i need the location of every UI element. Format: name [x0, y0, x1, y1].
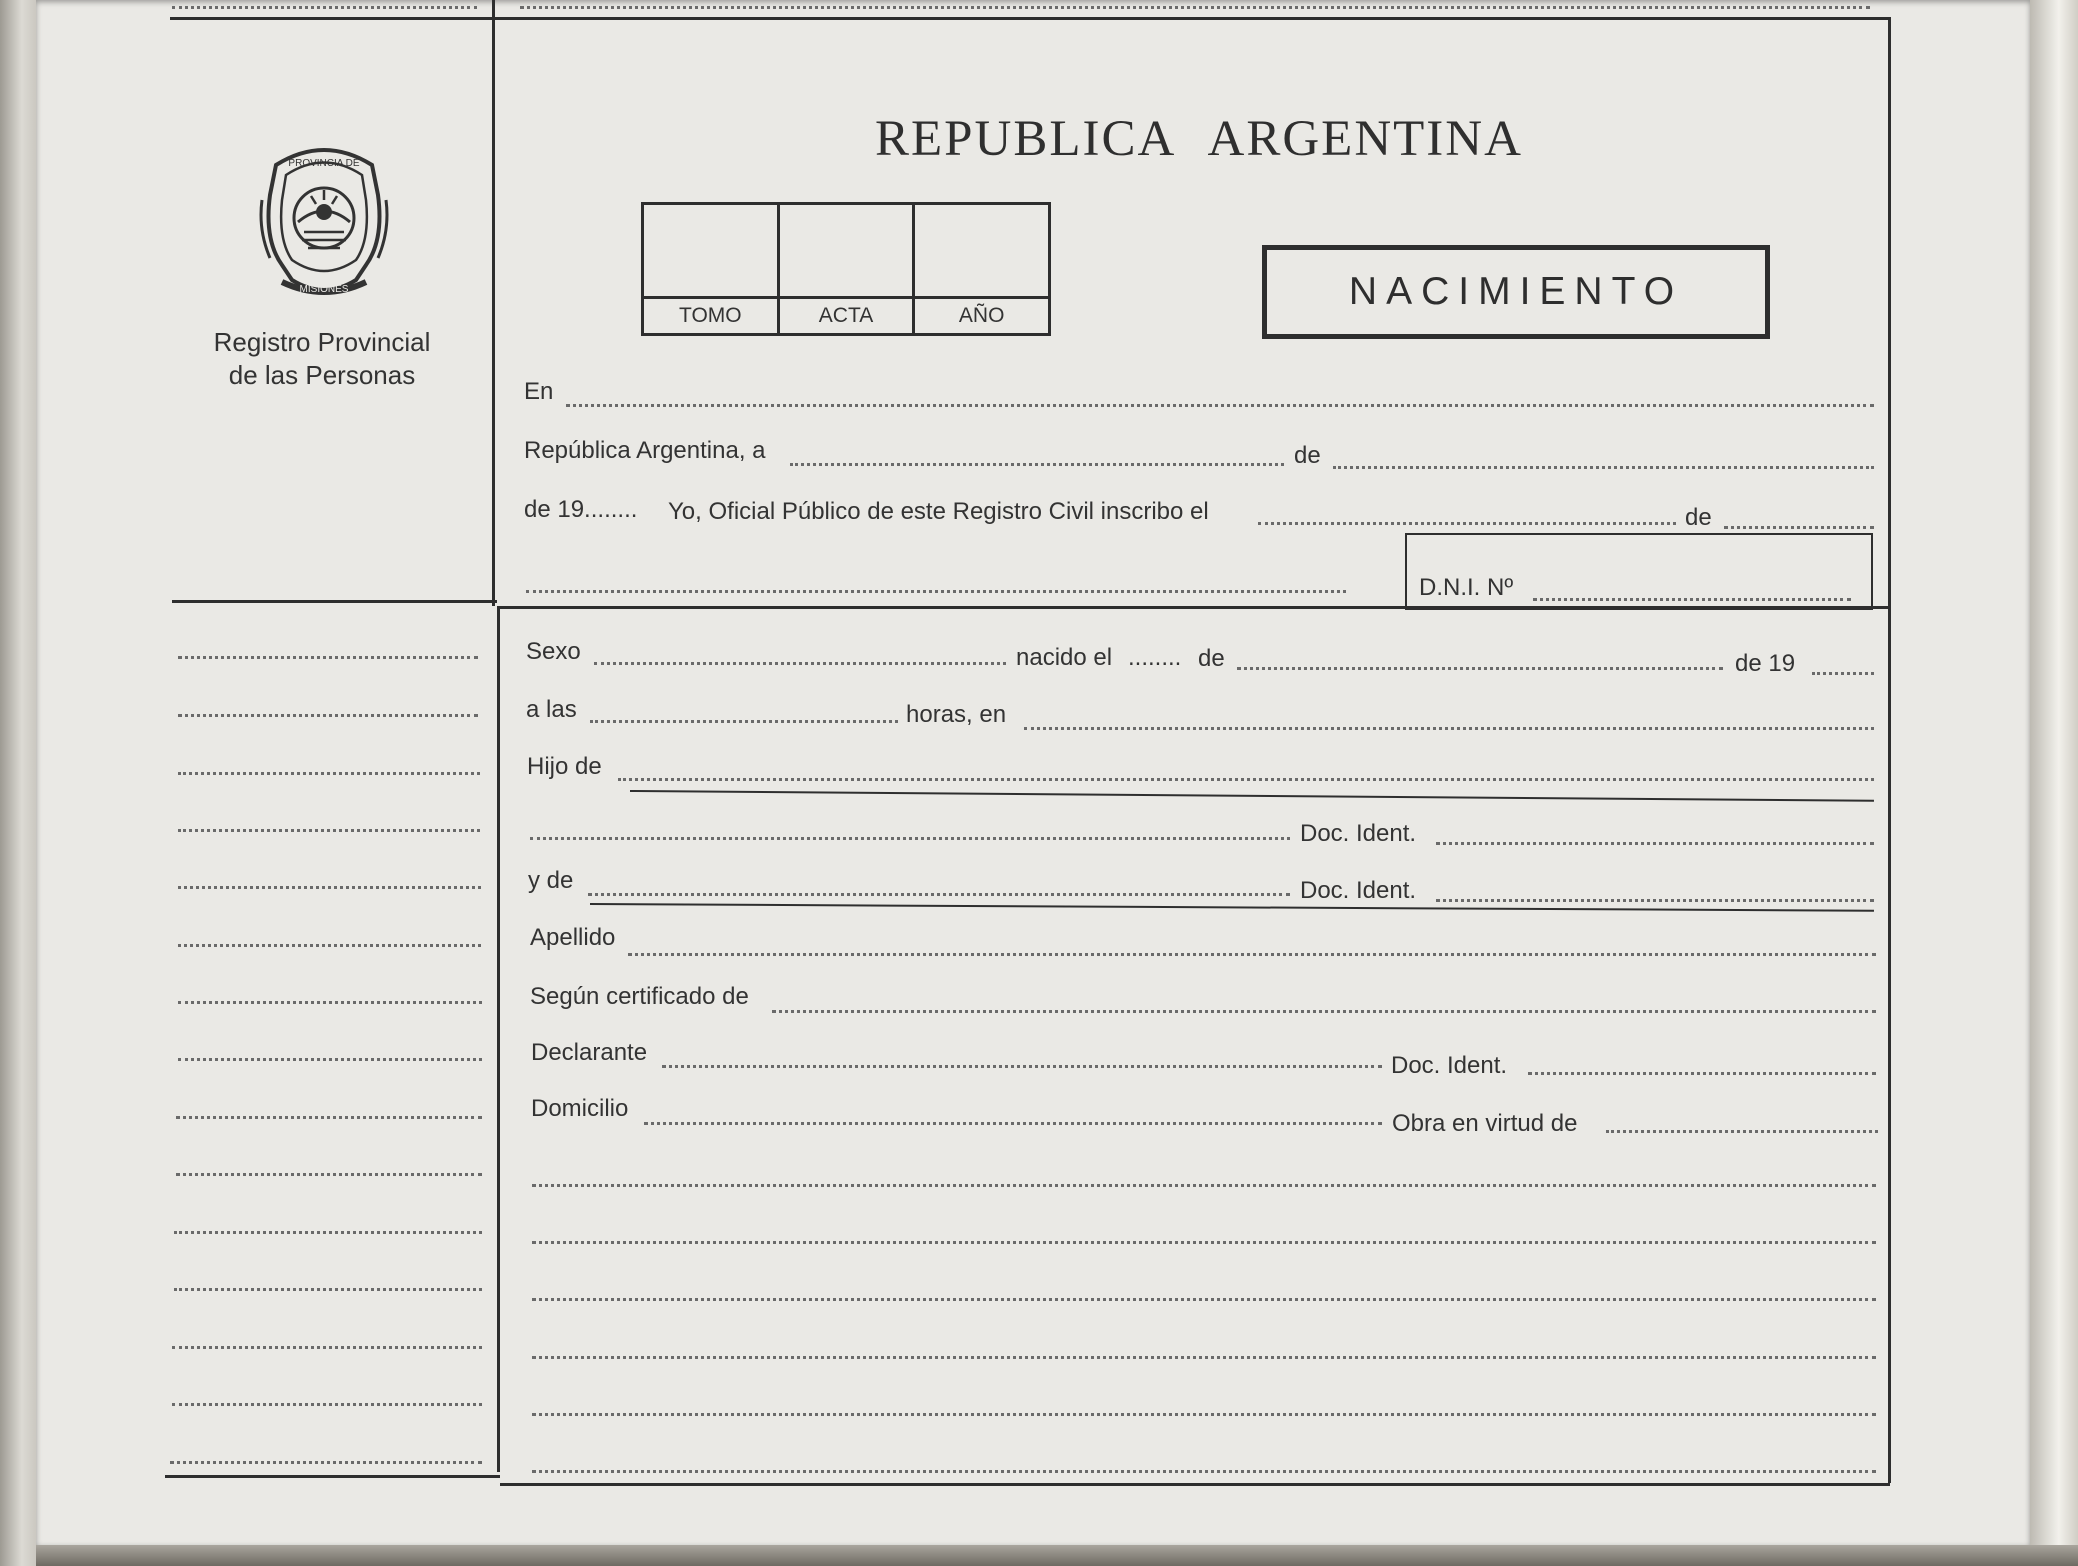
inscribo-field[interactable]	[1258, 522, 1676, 525]
oficial-name-field[interactable]	[526, 590, 1346, 593]
mother-field[interactable]	[588, 893, 1290, 896]
en-label: En	[524, 378, 554, 405]
republica-label: República Argentina, a	[524, 437, 766, 464]
tomo-acta-ano-boxes	[641, 202, 1051, 336]
de-label-2: de	[1685, 504, 1712, 531]
top-dotted-line-left	[172, 6, 477, 9]
left-line-4[interactable]	[178, 829, 480, 832]
acta-cell[interactable]	[780, 205, 916, 333]
en-field[interactable]	[566, 404, 1874, 407]
domicilio-field[interactable]	[644, 1122, 1382, 1125]
registro-label	[172, 326, 472, 392]
apellido-field[interactable]	[628, 953, 1876, 956]
note-line-3[interactable]	[532, 1298, 1876, 1301]
left-line-6[interactable]	[178, 944, 481, 947]
doc-ident-field-2[interactable]	[1436, 899, 1874, 902]
sexo-field[interactable]	[594, 662, 1006, 665]
hour-field[interactable]	[590, 720, 898, 723]
hijo-de-label: Hijo de	[527, 753, 602, 780]
domicilio-label: Domicilio	[531, 1095, 629, 1122]
segun-field[interactable]	[772, 1010, 1876, 1013]
note-line-4[interactable]	[532, 1356, 1876, 1359]
day-field[interactable]	[790, 463, 1284, 466]
ano-label: AÑO	[915, 296, 1048, 333]
left-line-3[interactable]	[178, 772, 480, 775]
obra-label: Obra en virtud de	[1392, 1110, 1578, 1137]
left-line-2[interactable]	[178, 714, 478, 717]
sexo-label: Sexo	[526, 638, 581, 665]
page-edge-right	[2030, 0, 2078, 1566]
doc-ident-field-3[interactable]	[1528, 1072, 1876, 1075]
tomo-cell[interactable]	[644, 205, 780, 333]
left-line-9[interactable]	[176, 1116, 482, 1119]
acta-label: ACTA	[780, 296, 913, 333]
top-border	[170, 17, 1890, 20]
bottom-border-right	[500, 1483, 1890, 1486]
year-label: de 19........	[524, 496, 638, 523]
tomo-label: TOMO	[644, 296, 777, 333]
obra-field[interactable]	[1606, 1130, 1878, 1133]
acta-box[interactable]	[780, 205, 913, 296]
apellido-label: Apellido	[530, 924, 616, 951]
registro-line-1: Registro Provincial	[213, 327, 431, 357]
left-line-1[interactable]	[178, 656, 478, 659]
note-line-2[interactable]	[532, 1241, 1876, 1244]
left-line-8[interactable]	[178, 1058, 482, 1061]
tomo-box[interactable]	[644, 205, 777, 296]
ano-box[interactable]	[915, 205, 1048, 296]
month-field[interactable]	[1333, 466, 1874, 469]
ano-cell[interactable]	[915, 205, 1048, 333]
nacido-day-field[interactable]: ........	[1128, 644, 1182, 671]
nacido-el-label: nacido el	[1016, 644, 1113, 671]
nacido-de-label: de	[1198, 645, 1225, 672]
left-line-14[interactable]	[172, 1403, 482, 1406]
note-line-6[interactable]	[532, 1470, 1876, 1473]
doc-ident-label-1: Doc. Ident.	[1300, 820, 1417, 847]
column-divider-lower	[497, 606, 500, 1472]
top-dotted-line-right	[520, 6, 1870, 9]
y-de-label: y de	[528, 867, 574, 894]
bottom-border-left	[165, 1475, 500, 1478]
right-border	[1888, 17, 1891, 1483]
doc-ident-field-1[interactable]	[1436, 842, 1874, 845]
record-type-box: NACIMIENTO	[1262, 245, 1770, 339]
left-line-10[interactable]	[176, 1173, 482, 1176]
declarante-field[interactable]	[662, 1065, 1382, 1068]
birth-year-field[interactable]	[1812, 672, 1874, 675]
dni-field[interactable]	[1533, 598, 1851, 601]
doc-ident-label-3: Doc. Ident.	[1391, 1052, 1508, 1079]
note-line-1[interactable]	[532, 1184, 1876, 1187]
note-line-5[interactable]	[532, 1413, 1876, 1416]
segun-label: Según certificado de	[530, 983, 749, 1010]
left-line-5[interactable]	[178, 886, 481, 889]
left-line-7[interactable]	[178, 1001, 482, 1004]
dni-label: D.N.I. Nº	[1419, 574, 1514, 601]
de-label-1: de	[1294, 442, 1321, 469]
a-las-label: a las	[526, 696, 577, 723]
de-field-2[interactable]	[1724, 526, 1874, 529]
left-line-13[interactable]	[172, 1346, 482, 1349]
seal-text-bottom: MISIONES	[299, 284, 349, 295]
father-cont-field[interactable]	[530, 837, 1290, 840]
left-line-15[interactable]	[170, 1461, 482, 1464]
doc-ident-label-2: Doc. Ident.	[1300, 877, 1417, 904]
birth-place-field[interactable]	[1024, 727, 1874, 730]
oficial-label: Yo, Oficial Público de este Registro Civil inscribo el	[668, 498, 1209, 525]
de19-label: de 19	[1735, 650, 1796, 677]
registro-line-2: de las Personas	[228, 360, 416, 390]
declarante-label: Declarante	[531, 1039, 648, 1066]
column-divider-upper	[492, 0, 495, 606]
page-title: REPUBLICA ARGENTINA	[875, 111, 1523, 167]
left-line-11[interactable]	[174, 1231, 482, 1234]
father-field[interactable]	[618, 778, 1874, 781]
provincial-seal-icon	[256, 140, 392, 300]
horas-en-label: horas, en	[906, 701, 1007, 728]
book-bottom-edge	[36, 1545, 2078, 1566]
seal-text-top: PROVINCIA DE	[288, 158, 360, 169]
left-line-12[interactable]	[174, 1288, 482, 1291]
nacido-month-field[interactable]	[1237, 667, 1723, 670]
section-divider-left	[172, 600, 497, 603]
